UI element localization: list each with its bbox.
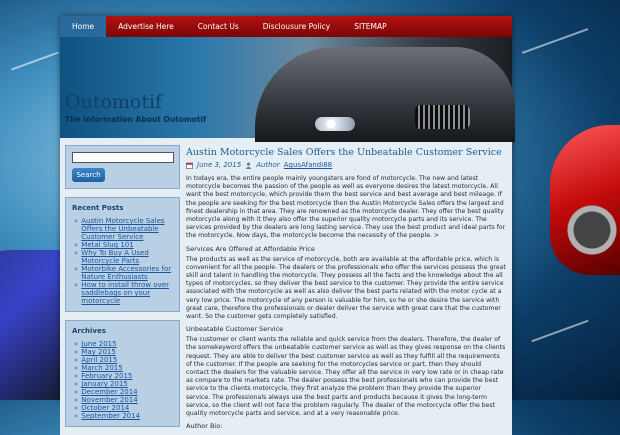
bullet-icon: »: [74, 249, 79, 257]
nav-item-sitemap[interactable]: SITEMAP: [354, 22, 387, 31]
post-meta: [186, 161, 506, 169]
nav-item-disclosure[interactable]: Disclousure Policy: [262, 22, 331, 31]
recent-posts-widget: [65, 197, 180, 312]
decorative-red-car: [550, 125, 620, 275]
search-widget: [65, 145, 180, 189]
archive-link-label[interactable]: October 2014: [81, 404, 130, 412]
archive-link-label[interactable]: April 2015: [81, 356, 118, 364]
bullet-icon: »: [74, 356, 79, 364]
bullet-icon: »: [74, 412, 79, 420]
archives-title: Archives: [72, 327, 106, 335]
bullet-icon: »: [74, 396, 79, 404]
light-streak: [11, 52, 59, 71]
nav-item-contact[interactable]: Contact Us: [197, 22, 239, 31]
site-header: [60, 37, 512, 138]
recent-post-link[interactable]: [74, 281, 173, 305]
archive-link[interactable]: [74, 348, 173, 356]
post-paragraph: The products as well as the service of motorcycle, both are available at the affordable price, which is convenient for all the people. The dealers or the professionals who offer the services possess the great skill and talent in handling the motorcycle. They possess all the facts and the knowledge about the all types of motorcycles, so they deliver the best service to the customer. They provide the entire service associated with the motorcycle as well as also deliver the best parts related with the motor cycle at a very low price. The motorcycle of any person is valuable for him, so he or she desire the service with great care, therefore the professionals or dealer deliver the service with great care that the customer want. So the customer gets completely satisfied.: [186, 255, 506, 321]
top-navigation: [60, 16, 512, 37]
archive-link[interactable]: [74, 364, 173, 372]
archive-link-label[interactable]: May 2015: [81, 348, 116, 356]
archive-link-label[interactable]: September 2014: [81, 412, 141, 420]
recent-post-link-label[interactable]: How to install throw over saddlebags on your motorcycle: [81, 281, 169, 305]
page-wrapper: [60, 16, 512, 431]
recent-post-link[interactable]: [74, 249, 173, 265]
archive-link-label[interactable]: January 2015: [81, 380, 128, 388]
recent-post-link[interactable]: [74, 241, 173, 249]
bullet-icon: »: [74, 404, 79, 412]
archive-link-label[interactable]: June 2015: [81, 340, 117, 348]
archive-link-label[interactable]: February 2015: [81, 372, 133, 380]
nav-item-home[interactable]: Home: [60, 16, 106, 37]
bullet-icon: »: [74, 265, 79, 273]
search-input[interactable]: [72, 152, 174, 163]
search-button[interactable]: Search: [72, 168, 105, 182]
post-paragraph: The customer or client wants the reliable and quick service from the dealers. Therefore, the dealer of the somekeyword offers the unbeatable customer service as well as they gives response on the clients request. They are able to deliver the best customer service as well as they fulfill all the requirements of the customer. If the people are seeking for the motorcycles service or part, then they should contact the dealers for the valuable service. They offer all the service in very low rate or in cheap rate as compare to the markets rate. The dealer possess the best professionals who can provide the best service to the clients motorcycle, they first analyze the problem than they provide the superior service. The professionals always use the best parts and products because it gives the long-term service, so the client will not face the problem regularly. The dealer of the motorcycle offer the best quality motorcycle parts and service, and at a very reasonable price.: [186, 336, 506, 418]
archive-link[interactable]: [74, 372, 173, 380]
recent-post-link[interactable]: [74, 265, 173, 281]
author-icon: [245, 162, 252, 169]
bullet-icon: »: [74, 364, 79, 372]
archive-link[interactable]: [74, 388, 173, 396]
archive-link[interactable]: [74, 396, 173, 404]
bullet-icon: »: [74, 281, 79, 289]
light-streak: [531, 320, 588, 342]
archive-link-label[interactable]: November 2014: [81, 396, 138, 404]
post-date: June 3, 2015: [197, 161, 242, 169]
site-title[interactable]: Outomotif: [65, 91, 163, 113]
recent-post-link-label[interactable]: Why To Buy A Used Motorcycle Parts: [81, 249, 149, 265]
recent-post-link-label[interactable]: Metal Slug 101: [81, 241, 134, 249]
bullet-icon: »: [74, 217, 79, 225]
main-content: [186, 145, 506, 435]
archive-link-label[interactable]: March 2015: [81, 364, 123, 372]
bullet-icon: »: [74, 388, 79, 396]
recent-post-link-label[interactable]: Austin Motorcycle Sales Offers the Unbeatable Customer Service: [81, 217, 165, 241]
bullet-icon: »: [74, 348, 79, 356]
author-bio-heading: Author Bio:: [186, 422, 223, 431]
recent-posts-list: [72, 217, 173, 305]
car-headlight: [315, 117, 355, 131]
archive-link[interactable]: [74, 412, 173, 420]
bullet-icon: »: [74, 372, 79, 380]
post-subheading: Unbeatable Customer Service: [186, 325, 284, 334]
recent-post-link[interactable]: [74, 217, 173, 241]
recent-post-link-label[interactable]: Motorbike Accessories for Nature Enthusiasts: [81, 265, 172, 281]
archive-link[interactable]: [74, 404, 173, 412]
content-area: [60, 138, 512, 435]
nav-item-advertise[interactable]: Advertise Here: [118, 22, 174, 31]
post-title[interactable]: Austin Motorcycle Sales Offers the Unbeatable Customer Service: [186, 147, 502, 158]
author-link[interactable]: AgusAfandi88: [283, 161, 333, 169]
bullet-icon: »: [74, 340, 79, 348]
archive-link[interactable]: [74, 380, 173, 388]
car-grille: [415, 105, 470, 129]
archive-link-label[interactable]: December 2014: [81, 388, 138, 396]
archives-list: [72, 340, 173, 420]
sidebar: [65, 145, 180, 435]
post-paragraph: In todays era, the entire people mainly youngsters are fond of motorcycle. The new and latest motorcycle becomes the passion of the people as well as everyone desires the latest motorcycle. All want the best motorcycle, which provide them the best service and best average and best mileage. If the people are seeking for the best motorcycle then the Austin Motorcycle Sales offers the largest and finest dealership in that area. They are renowned as the motorcycle dealer. They offer the best quality motorcycle along with it they also offer the superior quality motorcycle parts and its service. The services provided by the dealers are long lasting service. They use the best product and ideal parts for the motorcycle. Now days, the motorcycle become the necessity of the people. >: [186, 175, 506, 240]
recent-posts-title: Recent Posts: [72, 204, 124, 212]
site-tagline: The Information About Outomotif: [65, 115, 207, 124]
light-streak: [522, 28, 588, 54]
calendar-icon: [186, 162, 193, 169]
post-subheading: Services Are Offered at Affordable Price: [186, 244, 315, 253]
archive-link[interactable]: [74, 340, 173, 348]
bullet-icon: »: [74, 241, 79, 249]
bullet-icon: »: [74, 380, 79, 388]
archive-link[interactable]: [74, 356, 173, 364]
archives-widget: [65, 320, 180, 427]
author-label: Author: [256, 161, 280, 169]
header-car-image: [255, 47, 515, 142]
